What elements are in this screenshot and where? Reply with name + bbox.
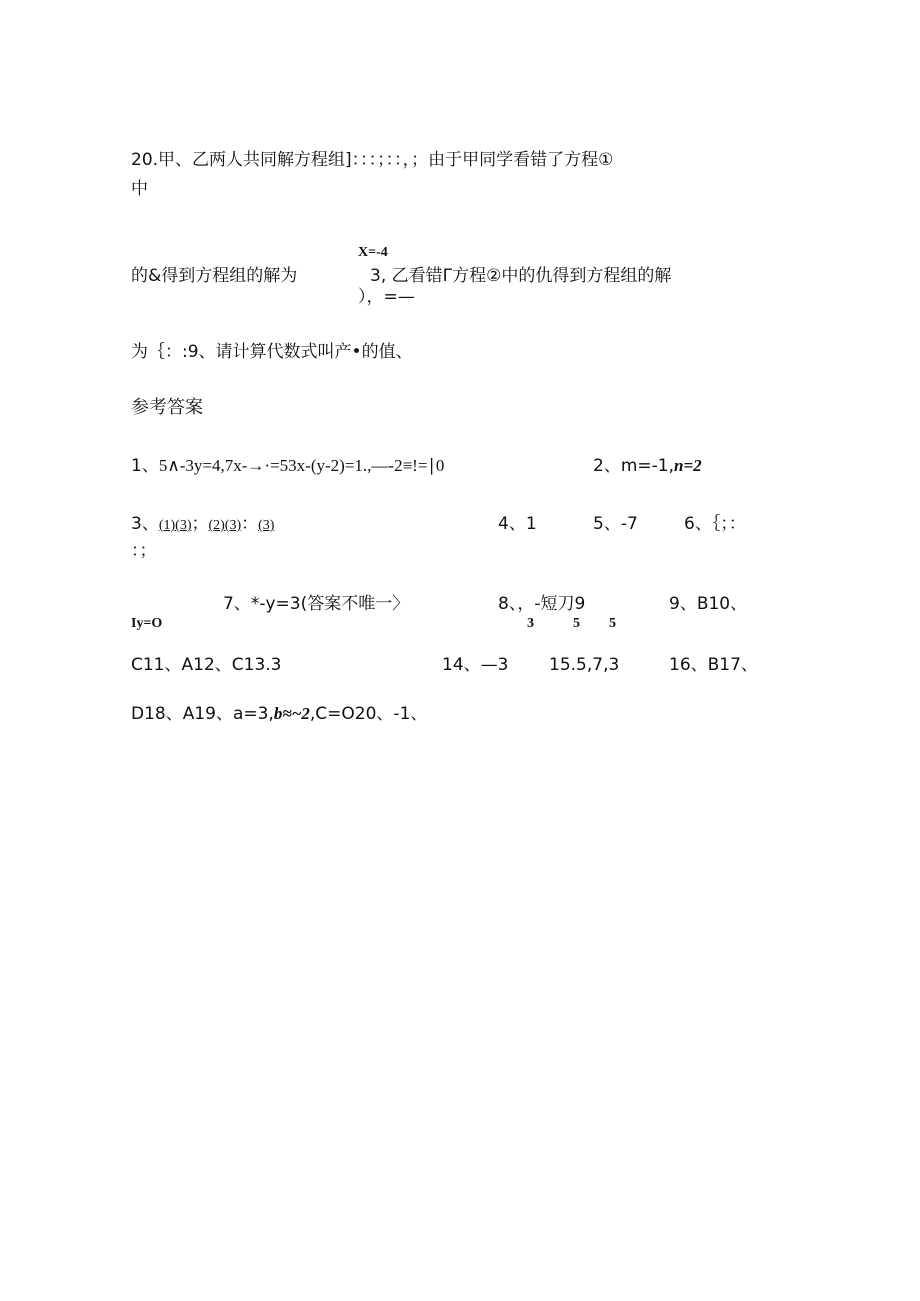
answer-2-prefix: 2、m=-1, — [593, 456, 674, 476]
answer-2-italic: n=2 — [673, 456, 702, 475]
answer-3-part2: (2)(3) — [208, 518, 242, 533]
answer-9: 9、B10、 — [669, 594, 748, 614]
answer-8-sub-1: 3 — [527, 616, 534, 631]
q20-line3-right: 3, 乙看错Γ方程②中的仇得到方程组的解 — [370, 266, 672, 286]
answers-row-d18-suffix: ,C=O20、-1、 — [309, 704, 428, 724]
answer-3-sep2: ： — [241, 514, 259, 534]
answer-4: 4、1 — [498, 514, 537, 534]
answer-3 — [131, 514, 274, 536]
answers-row-d18-prefix: D18、A19、a=3, — [131, 704, 274, 724]
answer-5: 5、-7 — [593, 514, 638, 534]
answer-3-part3: (3) — [258, 518, 275, 533]
q20-solution-top: X=-4 — [358, 245, 388, 260]
answer-8-sub-2: 5 — [573, 616, 580, 631]
q20-solution-bottom: ），=— — [358, 287, 415, 307]
answer-3-part1: (1)(3) — [158, 518, 192, 533]
answer-1 — [131, 456, 444, 476]
q20-line4: 为｛：:9、请计算代数式叫产•的值、 — [131, 342, 413, 362]
answers-heading: 参考答案 — [131, 397, 203, 418]
answer-15: 15.5,7,3 — [549, 655, 620, 675]
answers-row-c11: C11、A12、C13.3 — [131, 655, 282, 675]
answer-8: 8、，-短刀9 — [498, 594, 586, 614]
answers-row-d18 — [131, 704, 427, 724]
answer-14: 14、—3 — [442, 655, 509, 675]
answer-3-prefix: 3、 — [131, 514, 159, 534]
answer-1-prefix: 1、 — [131, 456, 159, 476]
answer-16: 16、B17、 — [669, 655, 758, 675]
answer-6-continued: ：； — [131, 541, 157, 561]
answer-2 — [593, 456, 702, 476]
answer-1-math: 5∧-3y=4,7x-→·=53x-(y-2)=1.,—-2≡!=∣0 — [158, 456, 445, 475]
answer-6: 6、｛；： — [684, 514, 746, 534]
answer-8-sub-3: 5 — [609, 616, 616, 631]
answer-7: 7、*-y=3(答案不唯一〉 — [223, 594, 410, 614]
q20-line2: 中 — [131, 179, 148, 199]
q20-line1: 20.甲、乙两人共同解方程组]：：：；：：，；由于甲同学看错了方程① — [131, 150, 614, 170]
answer-3-sep1: ； — [191, 514, 209, 534]
q20-line3-left: 的&得到方程组的解为 — [131, 266, 298, 286]
answers-row-d18-italic: b≈~2 — [273, 704, 310, 723]
answer-7-sub: Iy=O — [131, 616, 163, 631]
